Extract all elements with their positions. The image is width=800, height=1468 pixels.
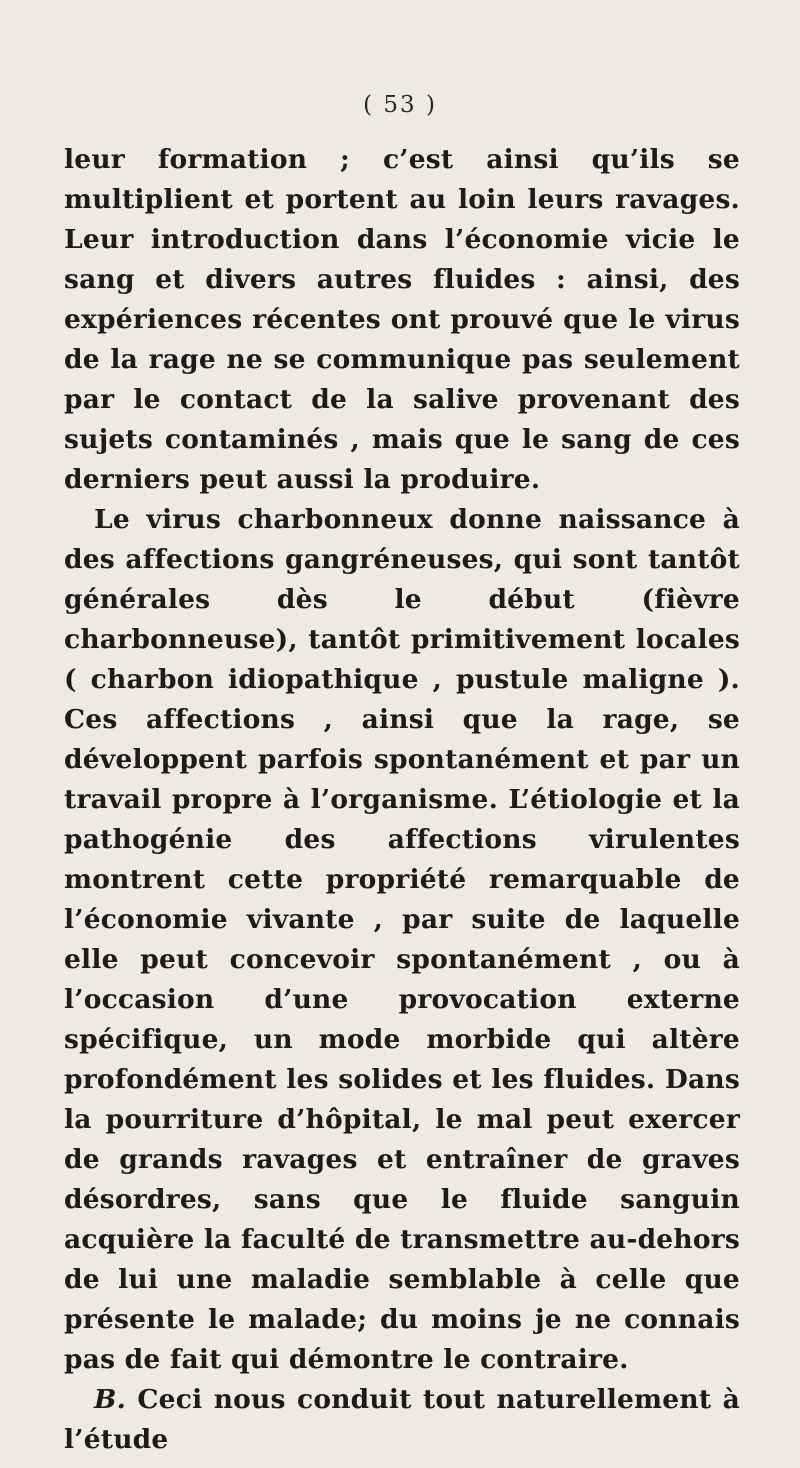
paragraph-3 xyxy=(64,1380,740,1460)
section-letter: B. xyxy=(94,1384,127,1415)
page-number: ( 53 ) xyxy=(363,92,437,118)
body-text xyxy=(64,140,740,1460)
paragraph-2: Le virus charbonneux donne naissance à des affections gangréneuses, qui sont tantôt générales dès le début (fièvre charbonneuse), tantôt primitivement locales ( charbon idiopathique , pustule maligne ). Ces affections , ainsi que la rage, se développent parfois spontanément et par un travail propre à l’organisme. L’étiologie et la pathogénie des affections virulentes montrent cette propriété remarquable de l’économie vivante , par suite de laquelle elle peut concevoir spontanément , ou à l’occasion d’une provocation externe spécifique, un mode morbide qui altère profondément les solides et les fluides. Dans la pourriture d’hôpital, le mal peut exercer de grands ravages et entraîner de graves désordres, sans que le fluide sanguin acquière la faculté de transmettre au-dehors de lui une maladie semblable à celle que présente le malade; du moins je ne connais pas de fait qui démontre le contraire. xyxy=(64,504,740,1375)
paragraph-3-text: Ceci nous conduit tout naturellement à l’étude xyxy=(64,1384,740,1455)
paragraph-1: leur formation ; c’est ainsi qu’ils se multiplient et portent au loin leurs ravages. Leur introduction dans l’économie vicie le sang et divers autres fluides : ainsi, des expériences récentes ont prouvé que le virus de la rage ne se communique pas seulement par le contact de la salive provenant des sujets contaminés , mais que le sang de ces derniers peut aussi la produire. xyxy=(64,144,740,495)
